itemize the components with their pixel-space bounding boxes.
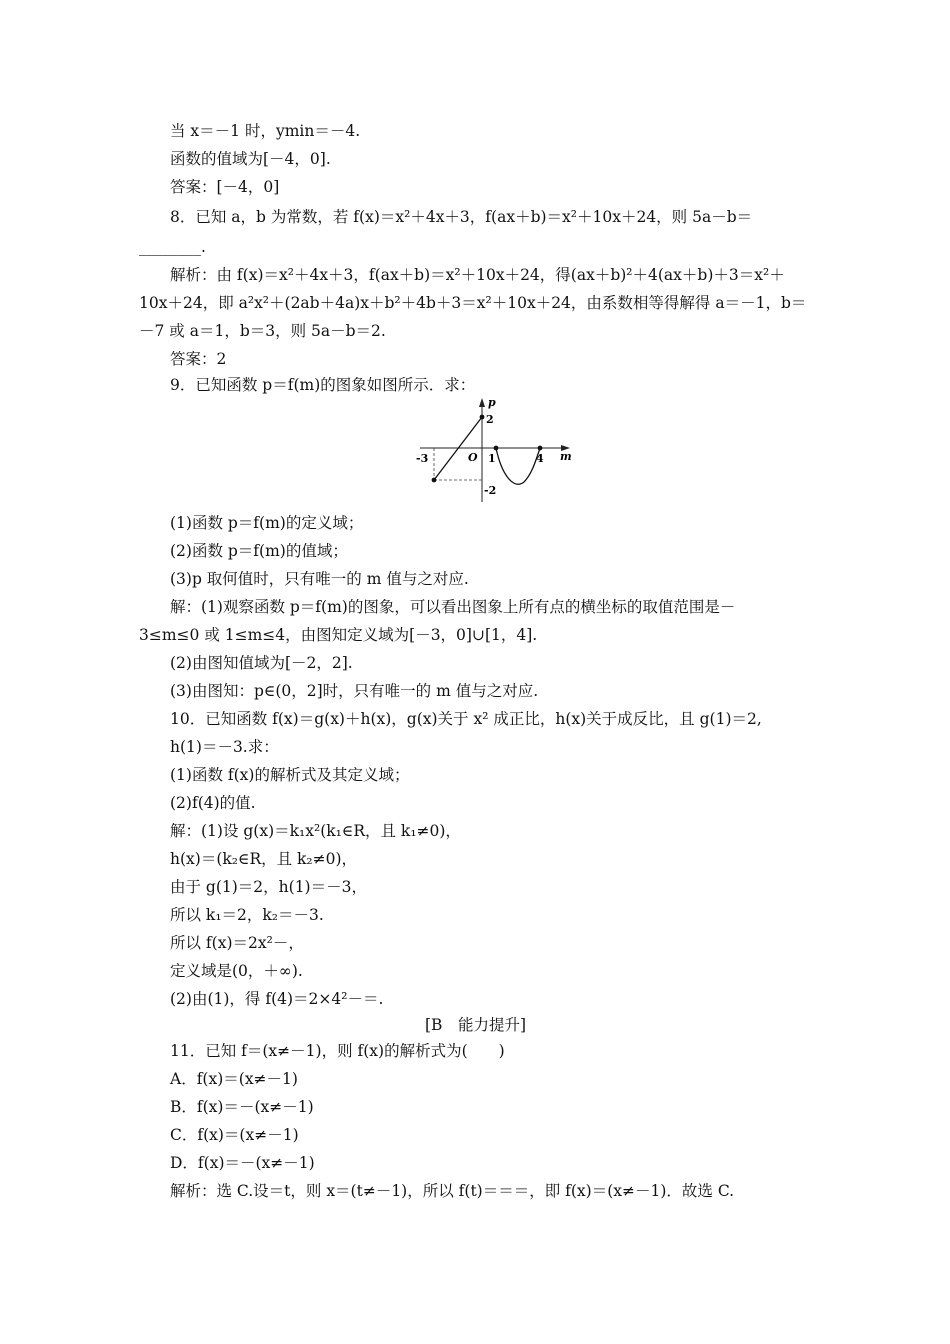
text-line: －7 或 a＝1，b＝3，则 5a－b＝2. [139,322,386,340]
text-line: 答案：[－4，0] [170,178,280,196]
text-line: 答案：2 [170,350,227,368]
option-a: A．f(x)＝(x≠－1) [170,1070,298,1088]
question-2: (2)函数 p＝f(m)的值域； [170,542,348,560]
y-axis-label: p [488,396,496,409]
text-line: 解析：由 f(x)＝x²＋4x＋3，f(ax＋b)＝x²＋10x＋24，得(ax＋b)²＋4(ax＋b)＋3＝x²＋ [170,266,785,284]
text-line: (2)由图知值域为[－2，2]. [170,654,353,672]
tick-label: 1 [488,452,496,465]
graph-point [538,446,543,451]
graph-point [432,478,437,483]
text-line: 定义域是(0，＋∞). [170,962,303,980]
graph-point [480,415,485,420]
text-line: 所以 f(x)＝2x²－， [170,934,304,952]
option-c: C．f(x)＝(x≠－1) [170,1126,299,1144]
text-line: 解析：选 C.设＝t，则 x＝(t≠－1)，所以 f(t)＝＝＝，即 f(x)＝(x≠－1)．故选 C. [170,1182,735,1200]
x-axis-label: m [560,450,572,463]
text-line: (3)由图知：p∈(0，2]时，只有唯一的 m 值与之对应. [170,682,539,700]
text-line: 当 x＝－1 时，ymin＝－4. [170,122,361,140]
option-b: B．f(x)＝－(x≠－1) [170,1098,314,1116]
text-line: (2)由(1)，得 f(4)＝2×4²－＝. [170,990,384,1008]
problem-8-statement: 8．已知 a，b 为常数，若 f(x)＝x²＋4x＋3，f(ax＋b)＝x²＋10x＋24，则 5a－b＝ [170,208,753,226]
text-line: 解：(1)设 g(x)＝k₁x²(k₁∈R，且 k₁≠0)， [170,822,461,840]
tick-label: 2 [486,413,494,426]
text-line: h(1)＝－3.求： [170,738,279,756]
section-heading: [B 能力提升] [425,1016,526,1034]
text-line: 10x＋24，即 a²x²＋(2ab＋4a)x＋b²＋4b＋3＝x²＋10x＋24，由系数相等得解得 a＝－1，b＝ [139,294,807,312]
problem-10-statement: 10．已知函数 f(x)＝g(x)＋h(x)，g(x)关于 x² 成正比，h(x)关于成反比，且 g(1)＝2, [170,710,762,728]
graph-point [494,446,499,451]
option-d: D．f(x)＝－(x≠－1) [170,1154,315,1172]
tick-label: -2 [484,484,497,497]
text-line: (2)f(4)的值. [170,794,256,812]
question-3: (3)p 取何值时，只有唯一的 m 值与之对应. [170,570,469,588]
origin-label: O [468,451,478,464]
text-line: 函数的值域为[－4，0]. [170,150,331,168]
function-graph-figure [408,394,580,506]
tick-label: -3 [416,452,429,465]
question-1: (1)函数 p＝f(m)的定义域； [170,514,364,532]
text-line: (1)函数 f(x)的解析式及其定义域； [170,766,410,784]
text-line: ________. [139,238,206,256]
tick-label: 4 [536,452,544,465]
text-line: h(x)＝(k₂∈R，且 k₂≠0)， [170,850,358,868]
text-line: 由于 g(1)＝2，h(1)＝－3， [170,878,367,896]
p-axis-arrow-icon [479,398,485,407]
graph-curve [496,448,540,484]
text-line: 所以 k₁＝2，k₂＝－3. [170,906,324,924]
problem-9-statement: 9．已知函数 p＝f(m)的图象如图所示．求： [170,376,476,394]
text-line: 3≤m≤0 或 1≤m≤4，由图知定义域为[－3，0]∪[1，4]. [139,626,538,644]
problem-11-statement: 11．已知 f＝(x≠－1)，则 f(x)的解析式为( ) [170,1042,505,1060]
text-line: 解：(1)观察函数 p＝f(m)的图象，可以看出图象上所有点的横坐标的取值范围是－ [170,598,736,616]
